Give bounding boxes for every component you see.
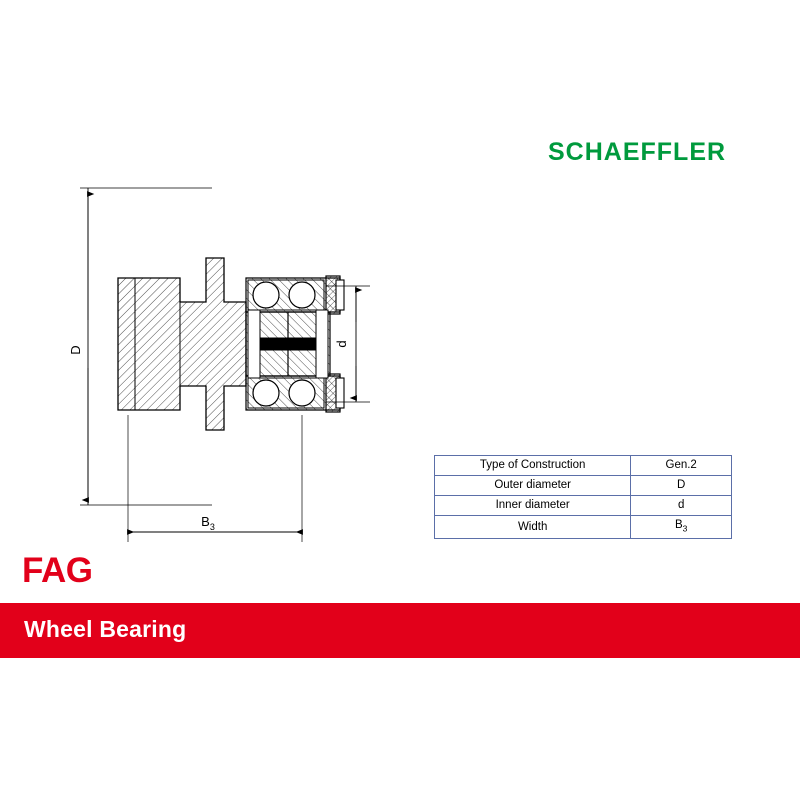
product-banner <box>0 603 800 658</box>
spec-value: d <box>631 496 732 516</box>
table-row <box>435 456 732 476</box>
schaeffler-logo: SCHAEFFLER <box>548 138 727 166</box>
fag-logo <box>22 552 116 590</box>
spec-value <box>631 516 732 539</box>
table-row <box>435 516 732 539</box>
spec-label: Type of Construction <box>435 456 631 476</box>
spec-value: Gen.2 <box>631 456 732 476</box>
label-width: $B_3$ <box>201 514 215 532</box>
table-row <box>435 476 732 496</box>
spec-label: Inner diameter <box>435 496 631 516</box>
spec-value-subscript: 3 <box>682 523 688 534</box>
technical-drawing <box>40 160 460 560</box>
fag-logo-text: FAG <box>22 551 93 590</box>
spec-label: Outer diameter <box>435 476 631 496</box>
spec-label: Width <box>435 516 631 539</box>
bearing-body <box>118 245 344 443</box>
dimension-width <box>128 415 302 542</box>
label-outer-diameter: D <box>68 345 83 355</box>
table-row <box>435 496 732 516</box>
bearing-cross-section-svg <box>40 160 460 560</box>
banner-title: Wheel Bearing <box>24 616 187 642</box>
spec-value: D <box>631 476 732 496</box>
label-inner-diameter: d <box>334 340 349 348</box>
specification-table <box>434 455 732 539</box>
spec-value-text: B <box>674 519 683 531</box>
